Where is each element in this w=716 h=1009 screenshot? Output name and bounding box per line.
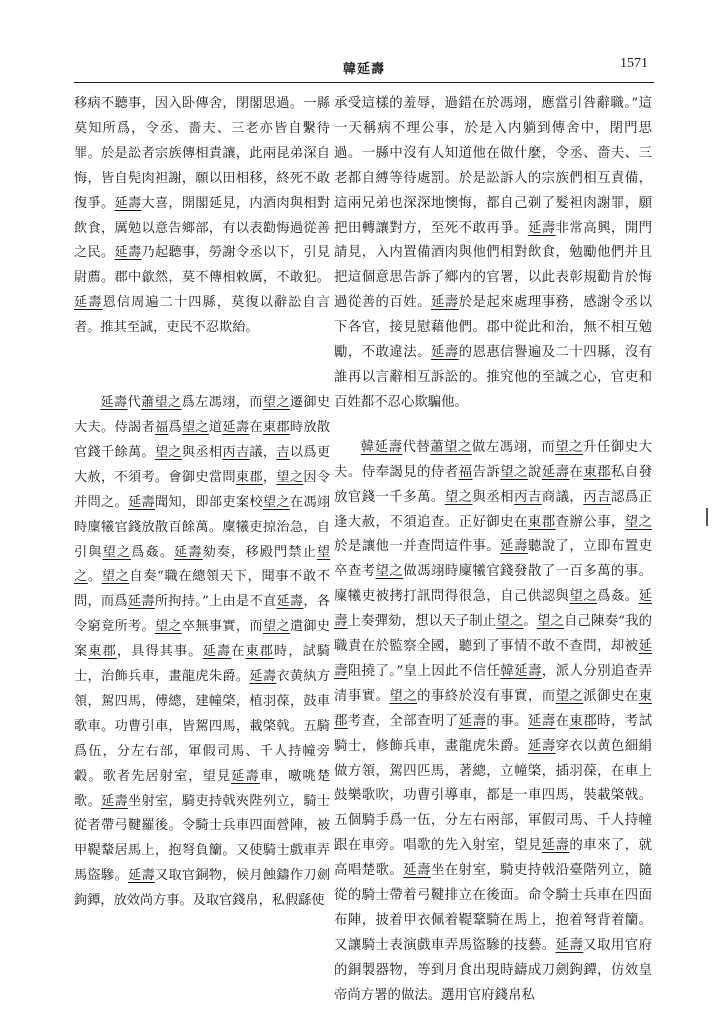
- proper-name: 東郡: [334, 688, 653, 729]
- proper-name: 望之: [624, 514, 653, 530]
- proper-name: 東郡: [583, 464, 612, 480]
- proper-name: 望之: [444, 489, 473, 505]
- text-run: 衣黄紈方領，駕四馬，傅總，建幢棨，植羽葆，鼓車歌車。功曹引車，皆駕四馬，載棨戟。五騎爲伍，分左右部，軍假司馬、千人持幢旁轂。歌者先居射室，望見: [74, 669, 331, 784]
- proper-name: 延壽: [174, 544, 203, 560]
- text-run: 升任御史大夫。侍奉謁見的侍者: [334, 439, 652, 480]
- text-run: 做左馮翊，而: [471, 439, 556, 455]
- text-run: 自奏“職在總領天下，聞事不敢不問，而爲: [74, 569, 331, 610]
- text-run: 因令并問之。: [74, 469, 331, 510]
- proper-name: 福: [458, 464, 473, 480]
- text-run: 卒無事實，而: [181, 619, 263, 635]
- proper-name: 望之: [569, 589, 598, 605]
- text-run: 上奏彈劾，想以天子制止: [347, 614, 497, 630]
- translation-paragraph-1: [334, 92, 652, 416]
- text-run: 以爲更大赦，不須考。會御史當問: [74, 444, 331, 485]
- proper-name: 東郡: [245, 644, 275, 660]
- proper-name: 延壽: [202, 644, 232, 660]
- proper-name: 韓延壽: [500, 663, 542, 679]
- proper-name: 延壽: [100, 793, 128, 809]
- text-run: 的事終於沒有事實，而: [417, 688, 556, 704]
- text-run: 爲左馮翊，而: [181, 395, 263, 411]
- proper-name: 丙吉: [583, 489, 611, 505]
- text-run: 的事。: [486, 713, 528, 729]
- text-run: 時，試騎士，治飾兵車，畫龍虎朱爵。: [74, 644, 331, 685]
- text-run: 道: [208, 419, 223, 435]
- text-run: 在: [569, 464, 584, 480]
- text-run: 在: [555, 713, 570, 729]
- translation-column: [334, 92, 652, 1009]
- text-run: ，具得其事。: [116, 644, 203, 660]
- page-number: 1571: [620, 56, 648, 71]
- text-run: 阻撓了。”皇上因此不信任: [347, 663, 501, 679]
- text-run: ，各令窮竟所考。: [74, 594, 331, 635]
- text-run: 於是讓他一并查問這件事。: [334, 539, 501, 555]
- proper-name: 丙吉: [222, 444, 250, 460]
- text-run: 承受這樣的羞辱，過錯在於馮翊，應當引咎辭職。”這一天稱病不理公事，於是入内躺到傳舍中，閉門思過。一縣中沒有人知道他在做什麼，令丞、嗇夫、三老都自縛等待處罰。於是訟訴人的宗族們相互責備，這兩兄弟也深深地懊悔，都自己剃了髮袒肉謝罪，願把田轉讓對方，至死不敢再爭。: [334, 96, 652, 236]
- proper-name: 延壽: [541, 838, 570, 854]
- text-run: 議，: [249, 444, 277, 460]
- text-run: 自己陳奏“我的職責在於監察全國，聽到了事情不敢不查問，却被: [334, 614, 653, 655]
- text-run: 遣御史案: [74, 619, 331, 660]
- text-run: 車，噭咷楚歌。: [74, 768, 331, 809]
- text-run: 的恩惠信譽遍及二十四縣，沒有誰再以言辭相互訴訟的。推究他的至誠之心，官吏和百姓都不忍心欺騙他。: [334, 345, 653, 410]
- text-run: 。: [523, 614, 537, 630]
- proper-name: 東郡: [527, 514, 556, 530]
- text-run: 認爲正逢大赦，不須追查。正好御史在: [334, 489, 653, 530]
- proper-name: 延壽: [334, 589, 653, 630]
- proper-name: 延壽: [100, 395, 128, 411]
- proper-name: 延壽: [249, 669, 277, 685]
- text-run: 坐在射室，騎吏持戟沿臺階列立，隨從的騎士帶着弓鞬排立在後面。命令騎士兵車在四面布陣，披着甲衣佩着鞮鞪騎在馬上，抱着弩背着籣。又讓騎士表演戲車弄馬盜驂的技藝。: [334, 863, 653, 953]
- proper-name: 望之: [262, 494, 290, 510]
- proper-name: 延壽: [231, 768, 260, 784]
- header-rule: [74, 82, 654, 83]
- text-run: 非常高興，開門請見，入内置備酒肉與他們相對飲食，勉勵他們并且把這個意思告訴了鄉内的官署，以此表彰規勸肯於悔過從善的百姓。: [334, 220, 653, 311]
- text-run: 在: [249, 419, 263, 435]
- proper-name: 望之: [496, 614, 524, 630]
- text-run: 聞知，即部吏案校: [154, 494, 263, 510]
- text-run: 聽說了，立即布置吏卒查考: [334, 539, 653, 580]
- text-run: 代: [127, 395, 141, 411]
- text-run: 做馮翊時廩犧官錢發散了一百多萬的事。廩犧吏被拷打訊問得很急，自己供認與: [334, 564, 653, 605]
- proper-name: 延壽: [222, 419, 250, 435]
- proper-name: 望之: [555, 439, 584, 455]
- proper-name: 丙吉: [514, 489, 542, 505]
- text-run: 爲姦。: [597, 589, 639, 605]
- page-header: [74, 56, 654, 80]
- proper-name: 望之: [154, 444, 182, 460]
- proper-name: 延壽: [276, 594, 304, 610]
- proper-name: 延壽: [541, 464, 570, 480]
- text-run: ，: [262, 469, 277, 485]
- proper-name: 望之: [375, 564, 404, 580]
- text-run: 。: [87, 569, 102, 585]
- proper-name: 望之: [101, 569, 130, 585]
- proper-name: 東郡: [262, 419, 290, 435]
- proper-name: 望之: [555, 688, 584, 704]
- text-run: 說: [527, 464, 542, 480]
- text-run: 的車來了，就高唱楚歌。: [334, 838, 653, 879]
- running-title: 韓延壽: [342, 62, 385, 77]
- proper-name: 韓延壽: [360, 439, 403, 455]
- proper-name: 望之: [181, 419, 209, 435]
- text-run: 與丞相: [472, 489, 515, 505]
- proper-name: 望之: [102, 544, 132, 560]
- proper-name: 延壽: [500, 539, 528, 555]
- proper-name: 東郡: [235, 469, 263, 485]
- text-run: 穿衣以黄色細絹做方領，駕四匹馬，著總，立幢棨，插羽葆，在車上鼓樂歌吹，功曹引導車，都是一車四馬，裝載棨戟。五個騎手爲一伍，分左右兩部，軍假司馬、千人持幢跟在車旁。唱歌的先入射室，望見: [334, 738, 653, 854]
- proper-name: 延壽: [127, 868, 155, 884]
- proper-name: 望之: [500, 464, 528, 480]
- proper-name: 望之: [154, 619, 182, 635]
- text-run: 考查，全部查明了: [347, 713, 459, 729]
- text-run: 移病不聽事，因入卧傳舍，閉閣思過。一縣莫知所爲，令丞、嗇夫、三老亦皆自繫待罪。於是訟者宗族傳相責讓，此兩昆弟深自悔，皆自髡肉袒謝，願以田相移，終死不敢復爭。: [74, 96, 330, 211]
- proper-name: 延壽: [430, 345, 459, 361]
- text-run: 乃起聽事，勞謝令丞以下，引見尉薦。郡中歙然，莫不傳相敕厲，不敢犯。: [74, 245, 331, 286]
- proper-name: 延壽: [334, 639, 652, 679]
- text-run: 在: [231, 644, 246, 660]
- text-run: 爲姦。: [131, 544, 175, 560]
- text-run: 於是起來處理事務，感謝令丞以下各官，接見慰藉他們。郡中從此和治，無不相互勉勵，不敢違法。: [334, 295, 653, 361]
- proper-name: 延壽: [527, 220, 556, 236]
- text-run: 查辦公事，: [555, 514, 625, 530]
- proper-name: 福: [154, 419, 169, 435]
- text-run: 又取官銅物，候月蝕鑄作刀劍鉤鐔，放效尚方事。及取官錢帛，私假繇使: [74, 868, 331, 909]
- proper-name: 延壽: [127, 594, 155, 610]
- proper-name: 延壽: [403, 863, 431, 879]
- proper-name: 延壽: [127, 494, 155, 510]
- proper-name: 望之: [276, 469, 304, 485]
- proper-name: 望之: [262, 395, 290, 411]
- classical-paragraph-2: [74, 391, 330, 914]
- text-run: 恩信周遍二十四縣，莫復以辭訟自言者。推其至誠，吏民不忍欺紿。: [74, 295, 331, 336]
- classical-paragraph-1: [74, 92, 330, 341]
- text-run: 時，考試騎士，修飾兵車，畫龍虎朱爵。: [334, 713, 653, 754]
- text-run: 代替: [402, 439, 431, 455]
- text-run: 劾奏，移殿門禁止: [202, 544, 317, 560]
- text-run: ，派人分别追查弄清事實。: [334, 663, 653, 704]
- text-run: 與丞相: [181, 444, 223, 460]
- proper-name: 望之: [262, 619, 290, 635]
- classical-text-column: [74, 92, 330, 914]
- text-run: 告訴: [472, 464, 501, 480]
- proper-name: 蕭望之: [140, 395, 182, 411]
- text-run: 在馮翊時廩犧官錢放散百餘萬。廩犧吏掠治急，自引與: [74, 494, 331, 560]
- proper-name: 延壽: [114, 245, 142, 261]
- margin-mark: [706, 508, 708, 526]
- text-run: 時放散官錢千餘萬。: [74, 419, 331, 460]
- proper-name: 延壽: [458, 713, 487, 729]
- text-run: 大喜，開閣延見，内酒肉與相對飲食，厲勉以意告鄉部，有以表勸悔過從善之民。: [74, 195, 331, 261]
- proper-name: 東郡: [569, 713, 598, 729]
- proper-name: 延壽: [430, 295, 459, 311]
- text-run: 遷御史大夫。侍謁者: [74, 395, 331, 435]
- proper-name: 延壽: [74, 295, 103, 311]
- proper-name: 延壽: [527, 738, 556, 754]
- translation-paragraph-2: [334, 436, 652, 1009]
- proper-name: 吉: [276, 444, 290, 460]
- text-run: 又取用官府的銅製器物，等到月食出現時鑄成刀劍鉤鐔，仿效皇帝尚方署的做法。選用官府錢帛私: [334, 937, 653, 1003]
- proper-name: 望之: [536, 614, 564, 630]
- proper-name: 蕭望之: [430, 439, 472, 455]
- proper-name: 望之: [74, 544, 331, 585]
- proper-name: 延壽: [555, 937, 584, 953]
- text-run: 私自發放官錢一千多萬。: [334, 464, 653, 505]
- text-run: 所拘持。”上由是不直: [154, 594, 277, 610]
- text-run: 坐射室，騎吏持戟夾陛列立，騎士從者帶弓鞬羅後。令騎士兵車四面營陣，被甲鞮鞪居馬上，抱弩負籣。又使騎士戲車弄馬盜驂。: [74, 793, 331, 884]
- proper-name: 延壽: [527, 713, 556, 729]
- text-run: 爲: [168, 419, 182, 435]
- text-run: 商議，: [541, 489, 584, 505]
- proper-name: 東郡: [88, 644, 117, 660]
- text-run: 派御史在: [583, 688, 639, 704]
- proper-name: 延壽: [114, 195, 142, 211]
- proper-name: 望之: [389, 688, 418, 704]
